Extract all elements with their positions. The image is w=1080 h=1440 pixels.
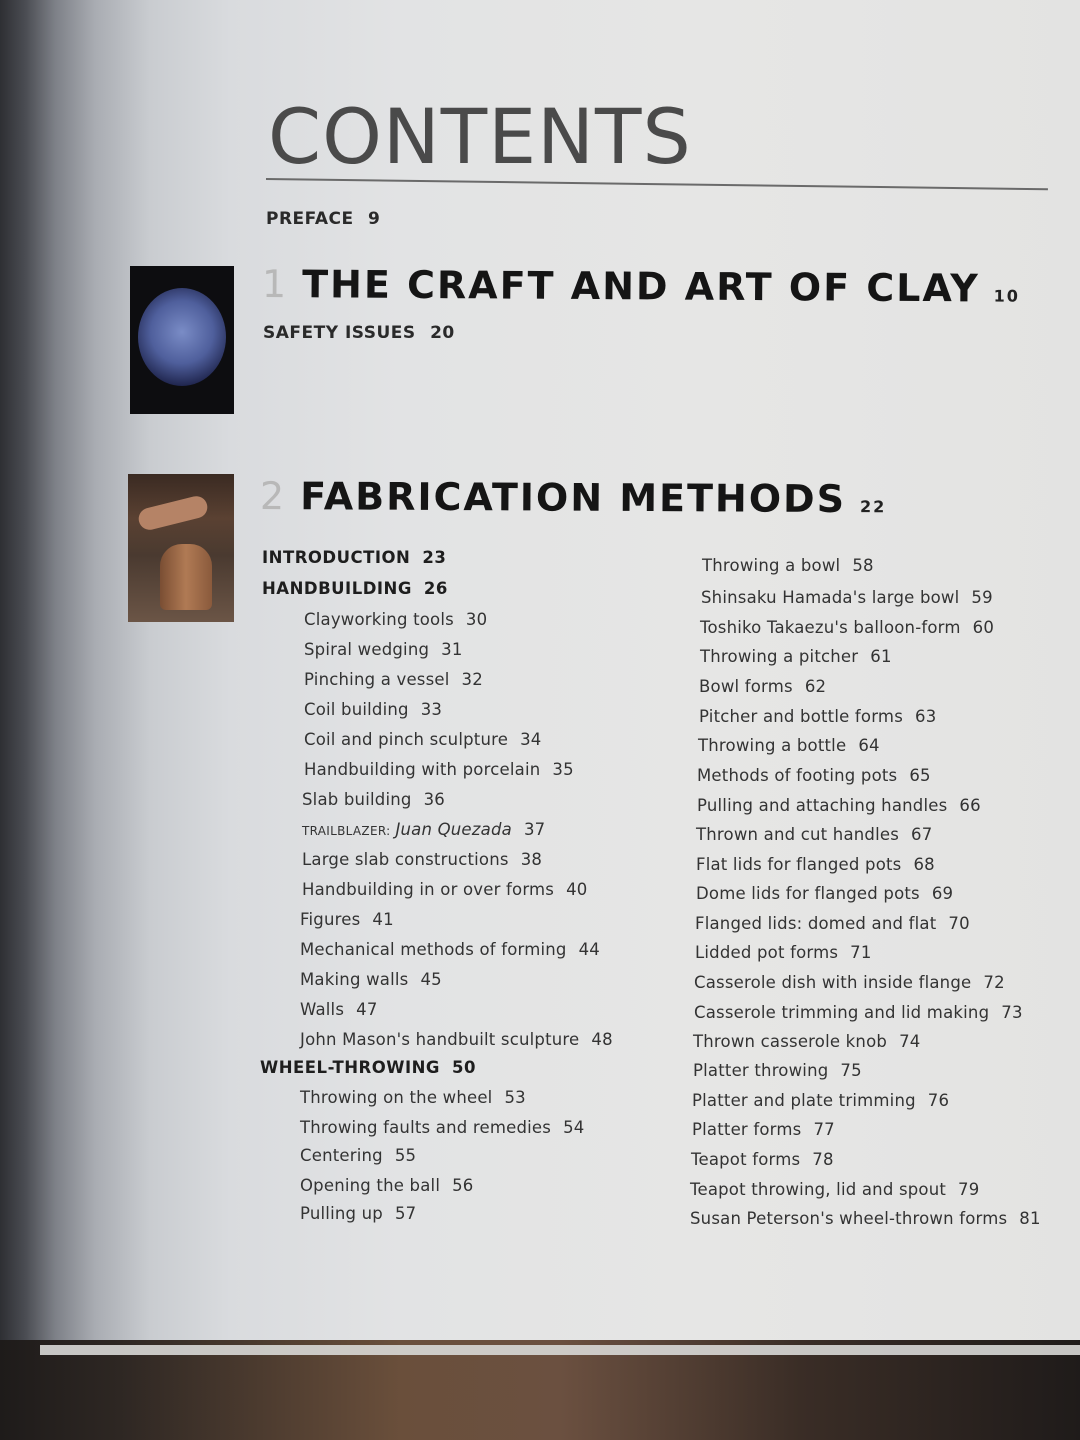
toc-entry [700, 647, 892, 666]
toc-entry-page: 40 [566, 880, 588, 899]
toc-entry [302, 880, 588, 899]
toc-entry-label: Walls [300, 1000, 345, 1019]
toc-entry [300, 1000, 378, 1019]
safety-issues-page: 20 [430, 323, 455, 343]
toc-entry-page: 64 [858, 736, 880, 755]
toc-entry-label: Throwing faults and remedies [300, 1118, 552, 1137]
toc-entry-label: Centering [300, 1146, 383, 1165]
trailblazer-tag: TRAILBLAZER: [302, 824, 391, 838]
toc-entry [300, 1030, 613, 1049]
toc-entry-label: Methods of footing pots [697, 766, 898, 785]
toc-entry-label: WHEEL-THROWING [260, 1058, 440, 1077]
toc-entry-page: 41 [372, 910, 394, 929]
toc-entry [695, 943, 872, 962]
toc-entry-label: Making walls [300, 970, 409, 989]
toc-entry [701, 588, 993, 607]
toc-entry [300, 940, 600, 959]
toc-entry [694, 1003, 1023, 1022]
chapter2-thumbnail [128, 474, 234, 622]
toc-entry-page: 59 [971, 588, 993, 607]
chapter2-title: FABRICATION METHODS [300, 474, 847, 522]
toc-entry-label: Flanged lids: domed and flat [695, 914, 937, 933]
toc-entry-page: 34 [520, 730, 542, 749]
toc-entry-page: 78 [812, 1150, 834, 1169]
toc-entry-label: Throwing a pitcher [700, 647, 859, 666]
hand-icon [136, 494, 209, 532]
preface-label: PREFACE [266, 209, 354, 229]
toc-entry-label: Coil building [304, 700, 409, 719]
toc-entry-page: 47 [356, 1000, 378, 1019]
toc-entry-page: 63 [915, 707, 937, 726]
toc-entry-label: Platter forms [692, 1120, 802, 1139]
toc-entry [694, 973, 1005, 992]
chapter2-heading [260, 474, 887, 521]
toc-entry-page: 74 [899, 1032, 921, 1051]
toc-section-heading [262, 548, 446, 567]
toc-entry-page: 44 [578, 940, 600, 959]
toc-entry [304, 730, 542, 749]
toc-entry [300, 1118, 584, 1137]
toc-entry-page: 75 [840, 1061, 862, 1080]
toc-entry [692, 1120, 835, 1139]
toc-entry-label: HANDBUILDING [262, 579, 412, 598]
toc-entry [304, 670, 483, 689]
preface-entry [266, 209, 380, 229]
chapter1-thumbnail [130, 266, 234, 414]
toc-entry-page: 56 [452, 1176, 474, 1195]
toc-entry-page: 23 [422, 548, 447, 567]
toc-entry-page: 67 [911, 825, 933, 844]
toc-entry-label: INTRODUCTION [262, 548, 411, 567]
toc-entry-label: Clayworking tools [304, 610, 454, 629]
toc-entry [302, 820, 545, 839]
toc-entry-page: 71 [850, 943, 872, 962]
toc-entry-label: Platter and plate trimming [692, 1091, 916, 1110]
toc-entry [693, 1032, 920, 1051]
toc-entry-page: 37 [523, 820, 546, 839]
toc-entry-page: 45 [420, 970, 442, 989]
toc-entry-label: Casserole trimming and lid making [694, 1003, 990, 1022]
toc-entry [696, 855, 935, 874]
toc-entry-label: Throwing on the wheel [300, 1088, 493, 1107]
toc-entry-page: 54 [563, 1118, 585, 1137]
toc-entry-label: Throwing a bottle [698, 736, 847, 755]
toc-entry-label: Teapot forms [691, 1150, 801, 1169]
toc-entry [690, 1180, 979, 1199]
toc-entry-label: Pinching a vessel [304, 670, 450, 689]
toc-entry-label: Bowl forms [699, 677, 793, 696]
toc-entry-label: Handbuilding with porcelain [304, 760, 541, 779]
toc-entry-page: 58 [852, 556, 874, 575]
toc-entry-page: 53 [504, 1088, 526, 1107]
toc-entry [304, 610, 487, 629]
toc-section-heading [260, 1058, 476, 1077]
page-edge [40, 1345, 1080, 1355]
toc-entry-page: 68 [913, 855, 935, 874]
toc-entry-page: 72 [983, 973, 1005, 992]
toc-entry-page: 55 [394, 1146, 417, 1165]
safety-issues-entry [263, 323, 455, 343]
toc-entry-label: Pulling and attaching handles [697, 796, 948, 815]
chapter2-number: 2 [259, 474, 287, 519]
toc-entry-label: Thrown and cut handles [696, 825, 900, 844]
toc-entry [702, 556, 874, 575]
toc-entry-label: Spiral wedging [304, 640, 430, 659]
toc-entry [698, 736, 880, 755]
toc-entry-page: 60 [972, 618, 995, 637]
toc-entry [690, 1209, 1041, 1228]
toc-entry-label: Platter throwing [693, 1061, 829, 1080]
toc-entry-page: 48 [591, 1030, 613, 1049]
toc-entry-label: Opening the ball [300, 1176, 441, 1195]
toc-entry-page: 33 [420, 700, 443, 719]
toc-entry [300, 1176, 474, 1195]
toc-entry-label: Juan Quezada [395, 820, 512, 839]
toc-entry [699, 677, 826, 696]
chapter1-heading [262, 262, 1020, 311]
toc-entry [300, 1204, 416, 1223]
toc-entry-page: 26 [423, 579, 448, 598]
toc-entry [692, 1091, 949, 1110]
chapter1-title: THE CRAFT AND ART OF CLAY [302, 262, 980, 311]
preface-page: 9 [368, 209, 381, 229]
toc-entry-label: Casserole dish with inside flange [694, 973, 972, 992]
toc-entry-page: 57 [394, 1204, 417, 1223]
toc-entry-page: 81 [1019, 1209, 1041, 1228]
toc-entry-page: 79 [958, 1180, 980, 1199]
toc-entry-label: John Mason's handbuilt sculpture [300, 1030, 580, 1049]
toc-entry-label: Pitcher and bottle forms [699, 707, 903, 726]
toc-entry [691, 1150, 834, 1169]
toc-entry-label: Toshiko Takaezu's balloon-form [700, 618, 961, 637]
toc-entry-page: 35 [552, 760, 574, 779]
toc-entry-label: Throwing a bowl [702, 556, 841, 575]
toc-entry-page: 76 [927, 1091, 950, 1110]
toc-entry [300, 970, 442, 989]
toc-entry-label: Coil and pinch sculpture [304, 730, 509, 749]
toc-entry-page: 65 [909, 766, 931, 785]
toc-entry-label: Mechanical methods of forming [300, 940, 567, 959]
toc-entry-page: 36 [423, 790, 445, 809]
toc-entry [696, 825, 932, 844]
toc-entry [696, 884, 953, 903]
toc-entry-page: 38 [520, 850, 543, 869]
toc-entry [693, 1061, 862, 1080]
toc-entry-page: 30 [465, 610, 488, 629]
toc-entry [300, 1088, 526, 1107]
toc-entry-page: 73 [1001, 1003, 1023, 1022]
clay-orb-icon [138, 288, 226, 386]
toc-entry [304, 700, 442, 719]
toc-entry [697, 796, 981, 815]
safety-issues-label: SAFETY ISSUES [263, 323, 416, 343]
chapter1-page: 10 [993, 286, 1021, 306]
toc-entry [302, 790, 445, 809]
toc-entry-page: 50 [451, 1058, 476, 1077]
toc-entry-page: 77 [813, 1120, 835, 1139]
toc-entry-label: Thrown casserole knob [693, 1032, 888, 1051]
page-title: CONTENTS [268, 92, 692, 181]
toc-entry-page: 66 [959, 796, 981, 815]
toc-entry-label: Dome lids for flanged pots [696, 884, 920, 903]
toc-entry-label: Susan Peterson's wheel-thrown forms [690, 1209, 1008, 1228]
chapter2-page: 22 [859, 497, 887, 517]
toc-section-heading [262, 579, 448, 598]
toc-entry-page: 61 [870, 647, 892, 666]
toc-entry-label: Teapot throwing, lid and spout [690, 1180, 947, 1199]
toc-entry-page: 31 [441, 640, 463, 659]
pot-icon [160, 544, 212, 610]
toc-entry [695, 914, 970, 933]
toc-entry [304, 640, 463, 659]
toc-entry [699, 707, 936, 726]
toc-entry-label: Handbuilding in or over forms [302, 880, 555, 899]
toc-entry-label: Flat lids for flanged pots [696, 855, 902, 874]
toc-entry-page: 69 [931, 884, 954, 903]
toc-entry [300, 1146, 416, 1165]
toc-entry-label: Large slab constructions [302, 850, 509, 869]
toc-entry-page: 70 [948, 914, 970, 933]
toc-entry-page: 62 [804, 677, 827, 696]
toc-entry [697, 766, 931, 785]
toc-entry [302, 850, 542, 869]
toc-entry [700, 618, 994, 637]
chapter1-number: 1 [261, 262, 289, 307]
toc-entry-label: Slab building [302, 790, 412, 809]
toc-entry [300, 910, 394, 929]
toc-entry-page: 32 [461, 670, 483, 689]
toc-entry-label: Figures [300, 910, 361, 929]
table-surface [0, 1340, 1080, 1440]
toc-entry [304, 760, 574, 779]
toc-entry-label: Shinsaku Hamada's large bowl [701, 588, 960, 607]
toc-entry-label: Lidded pot forms [695, 943, 839, 962]
toc-entry-label: Pulling up [300, 1204, 383, 1223]
